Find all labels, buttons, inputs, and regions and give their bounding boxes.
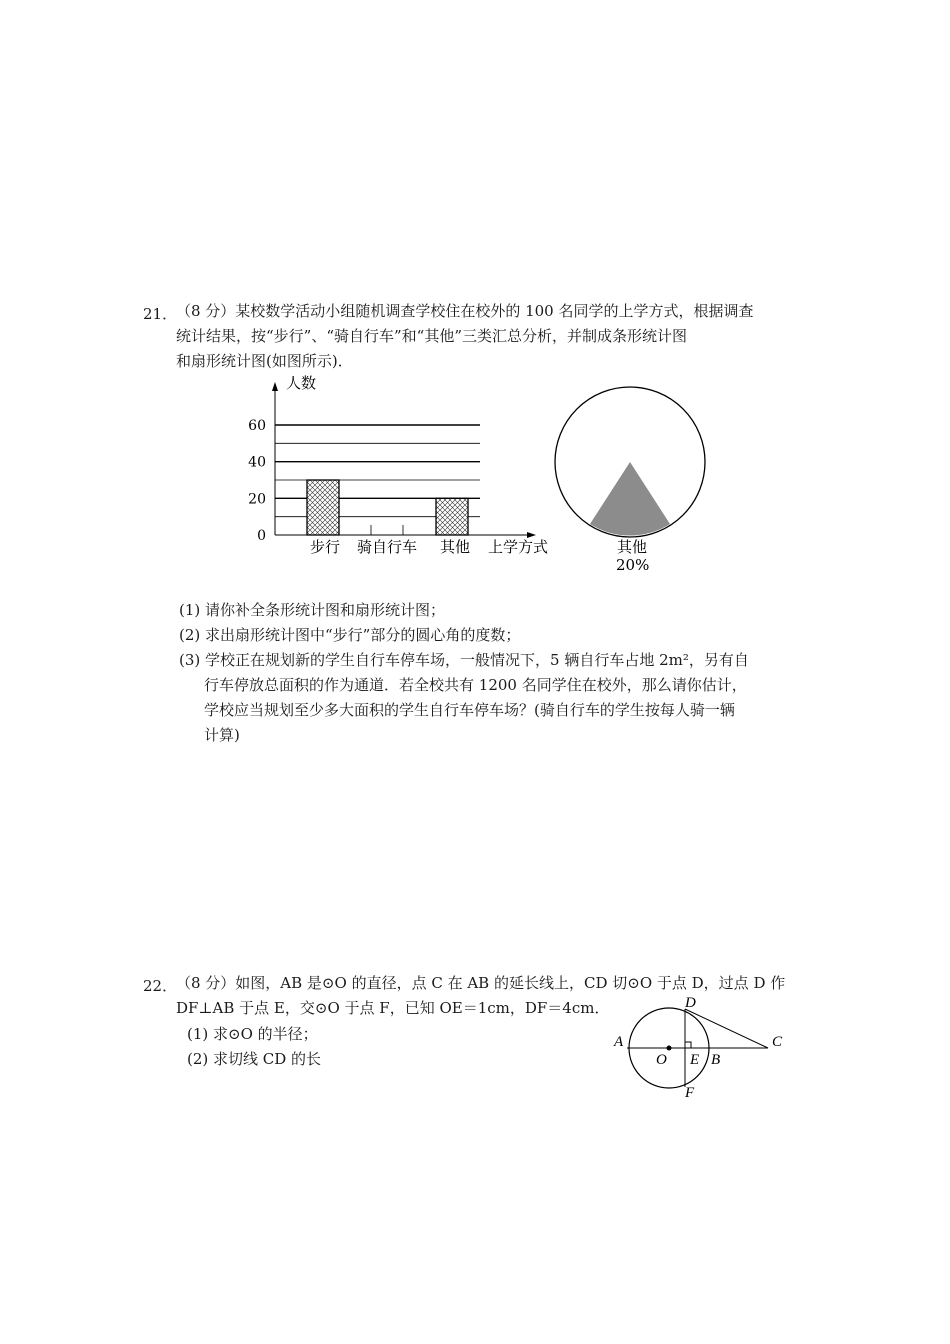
question-22-line-1: （8 分）如图，AB 是⊙O 的直径，点 C 在 AB 的延长线上，CD 切⊙O 于点 D，过点 D 作	[176, 974, 786, 992]
bar-chart	[240, 370, 570, 570]
question-21-sub-3-line-2: 行车停放总面积的作为通道．若全校共有 1200 名同学住在校外，那么请你估计，	[204, 676, 747, 694]
question-21-line-1: （8 分）某校数学活动小组随机调查学校住在校外的 100 名同学的上学方式，根据调查	[176, 302, 754, 320]
y-tick-label: 40	[248, 454, 266, 471]
question-21-sub-1: (1) 请你补全条形统计图和扇形统计图；	[179, 601, 446, 619]
bar	[436, 498, 468, 535]
question-22-line-2: DF⊥AB 于点 E，交⊙O 于点 F，已知 OE＝1cm，DF＝4cm．	[176, 999, 610, 1017]
x-category-label: 步行	[310, 538, 341, 556]
x-axis-label: 上学方式	[488, 538, 549, 556]
center-point	[667, 1046, 672, 1051]
y-tick-label: 0	[257, 528, 266, 544]
y-axis-label: 人数	[286, 374, 317, 392]
label-o: O	[656, 1052, 667, 1068]
label-d: D	[685, 995, 696, 1011]
label-e: E	[690, 1052, 700, 1068]
label-a: A	[614, 1034, 624, 1050]
question-21-number: 21．	[143, 305, 178, 323]
label-b: B	[711, 1052, 721, 1068]
x-category-label: 骑自行车	[357, 538, 418, 556]
question-21-line-3: 和扇形统计图(如图所示)．	[176, 352, 353, 370]
bar	[307, 480, 339, 535]
tangent-cd	[685, 1009, 768, 1048]
question-21-sub-3-line-1: (3) 学校正在规划新的学生自行车停车场，一般情况下，5 辆自行车占地 2m²，另有自	[179, 651, 749, 669]
question-21-sub-3-line-3: 学校应当规划至少多大面积的学生自行车停车场？(骑自行车的学生按每人骑一辆	[204, 701, 735, 719]
question-21-line-2: 统计结果，按“步行”、“骑自行车”和“其他”三类汇总分析，并制成条形统计图	[176, 327, 688, 345]
pie-label-percent: 20%	[616, 556, 650, 574]
y-tick-label: 20	[248, 491, 266, 508]
y-tick-label: 60	[248, 418, 266, 434]
question-22-number: 22．	[143, 977, 178, 995]
label-f: F	[685, 1085, 695, 1101]
pie-label-other: 其他	[617, 538, 648, 556]
right-angle-mark	[685, 1042, 691, 1048]
question-21-sub-2: (2) 求出扇形统计图中“步行”部分的圆心角的度数；	[179, 626, 521, 644]
circle-tangent-figure	[605, 990, 805, 1105]
question-22-sub-2: (2) 求切线 CD 的长	[187, 1050, 322, 1068]
label-c: C	[772, 1034, 783, 1050]
question-21-sub-3-line-4: 计算)	[204, 726, 240, 744]
question-22-sub-1: (1) 求⊙O 的半径；	[187, 1025, 318, 1043]
x-category-label: 其他	[440, 538, 471, 556]
pie-chart	[545, 385, 715, 585]
y-axis-arrow	[272, 382, 278, 391]
